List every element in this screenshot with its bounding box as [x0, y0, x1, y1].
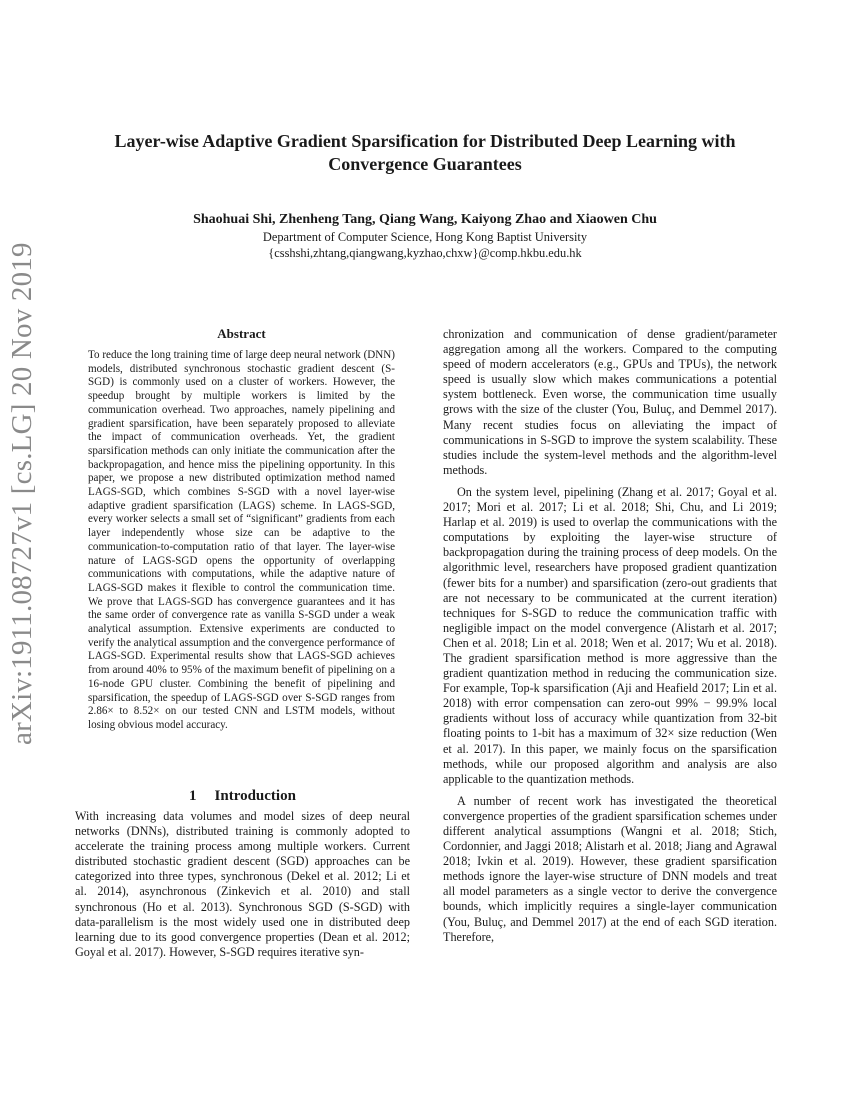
abstract-heading: Abstract	[217, 326, 266, 341]
section-number: 1	[189, 788, 197, 804]
paragraph-system-level: On the system level, pipelining (Zhang et al. 2017; Goyal et al. 2017; Mori et al. 2017; Li et al. 2018; Shi, Chu, and Li 2019; Harlap et al. 2019) is used to overlap the communications with the computations by exploiting the layer-wise structure of backpropagation during the training process of deep models. On the algorithmic level, researchers have proposed gradient quantization (fewer bits for a number) and sparsification (zero-out gradients that are not necessary to be communicated at the current iteration) techniques for S-SGD to reduce the communication traffic with negligible impact on the model convergence (Alistarh et al. 2017; Chen et al. 2018; Lin et al. 2018; Wen et al. 2017; Wu et al. 2018). The gradient sparsification method is more aggressive than the gradient quantization method in reducing the communication size. For example, Top-k sparsification (Aji and Heafield 2017; Lin et al. 2018) with error compensation can zero-out 99% − 99.9% local gradients without loss of accuracy while quantization from 32-bit floating points to 1-bit has a maximum of 32× size reduction (Wen et al. 2017). In this paper, we mainly focus on the sparsification methods, while our proposed algorithm and analysis are also applicable to the quantization methods.	[443, 484, 777, 786]
author-list: Shaohuai Shi, Zhenheng Tang, Qiang Wang, Kaiyong Zhao and Xiaowen Chu	[193, 212, 657, 227]
section-title: Introduction	[214, 788, 296, 804]
abstract-section	[88, 326, 395, 733]
affiliation-block	[70, 229, 780, 261]
introduction-paragraph: With increasing data volumes and model sizes of deep neural networks (DNNs), distributed training is commonly adopted to accelerate the training process among multiple workers. Current distributed stochastic gradient descent (SGD) approaches can be categorized into three types, synchronous (Dekel et al. 2012; Li et al. 2014), asynchronous (Zinkevich et al. 2010) and stall synchronous (Ho et al. 2013). Synchronous SGD (S-SGD) with data-parallelism is the most widely used one in distributed deep learning due to its good convergence properties (Dean et al. 2012; Goyal et al. 2017). However, S-SGD requires iterative syn-	[75, 809, 410, 959]
introduction-section	[75, 788, 410, 960]
affiliation: Department of Computer Science, Hong Kong Baptist University	[262, 230, 588, 244]
introduction-heading	[75, 788, 410, 805]
right-column	[443, 327, 777, 945]
abstract-text: To reduce the long training time of large deep neural network (DNN) models, distributed synchronous stochastic gradient descent (S-SGD) is commonly used on a cluster of workers. However, the speedup brought by multiple workers is limited by the communication overhead. Two approaches, namely pipelining and gradient sparsification, have been separately proposed to alleviate the impact of communication overheads. Yet, the gradient sparsification methods can only initiate the communication after the backpropagation, and hence miss the pipelining opportunity. In this paper, we propose a new distributed optimization method named LAGS-SGD, which combines S-SGD with a novel layer-wise adaptive gradient sparsification (LAGS) scheme. In LAGS-SGD, every worker selects a small set of “significant” gradients from each layer independently whose size can be adaptive to the communication-to-computation ratio of that layer. The layer-wise nature of LAGS-SGD opens the opportunity of overlapping communications with computations, while the adaptive nature of LAGS-SGD makes it flexible to control the communication time. We prove that LAGS-SGD has convergence guarantees and it has the same order of convergence rate as vanilla S-SGD under a weak analytical assumption. Extensive experiments are conducted to verify the analytical assumption and the convergence performance of LAGS-SGD. Experimental results show that LAGS-SGD achieves from around 40% to 95% of the maximum benefit of pipelining on a 16-node GPU cluster. Combining the benefit of pipelining and sparsification, the speedup of LAGS-SGD over S-SGD ranges from 2.86× to 8.52× on our tested CNN and LSTM models, without losing obvious model accuracy.	[88, 349, 395, 731]
paper-title: Layer-wise Adaptive Gradient Sparsification for Distributed Deep Learning with Convergence Guarantees	[114, 131, 736, 174]
paragraph-convergence: A number of recent work has investigated the theoretical convergence properties of the gradient sparsification schemes under different analytical assumptions (Wangni et al. 2018; Stich, Cordonnier, and Jaggi 2018; Alistarh et al. 2018; Jiang and Agrawal 2018; Ivkin et al. 2019). However, these gradient sparsification methods ignore the layer-wise structure of DNN models and treat all model parameters as a single vector to derive the convergence bounds, which implicitly requires a single-layer communication (You, Buluç, and Demmel 2017) at the end of each SGD iteration. Therefore,	[443, 793, 777, 944]
paragraph-continued: chronization and communication of dense gradient/parameter aggregation among all the workers. Compared to the computing speed of modern accelerators (e.g., GPUs and TPUs), the network speed is usually slow which makes communications a potential system bottleneck. Even worse, the communication time usually grows with the size of the cluster (You, Buluç, and Demmel 2017). Many recent studies focus on alleviating the impact of communications in S-SGD to improve the system scalability. These studies include the system-level methods and the algorithm-level methods.	[443, 327, 777, 477]
author-emails: {csshshi,zhtang,qiangwang,kyzhao,chxw}@comp.hkbu.edu.hk	[268, 246, 582, 260]
arxiv-identifier-stamp: arXiv:1911.08727v1 [cs.LG] 20 Nov 2019	[6, 242, 38, 745]
